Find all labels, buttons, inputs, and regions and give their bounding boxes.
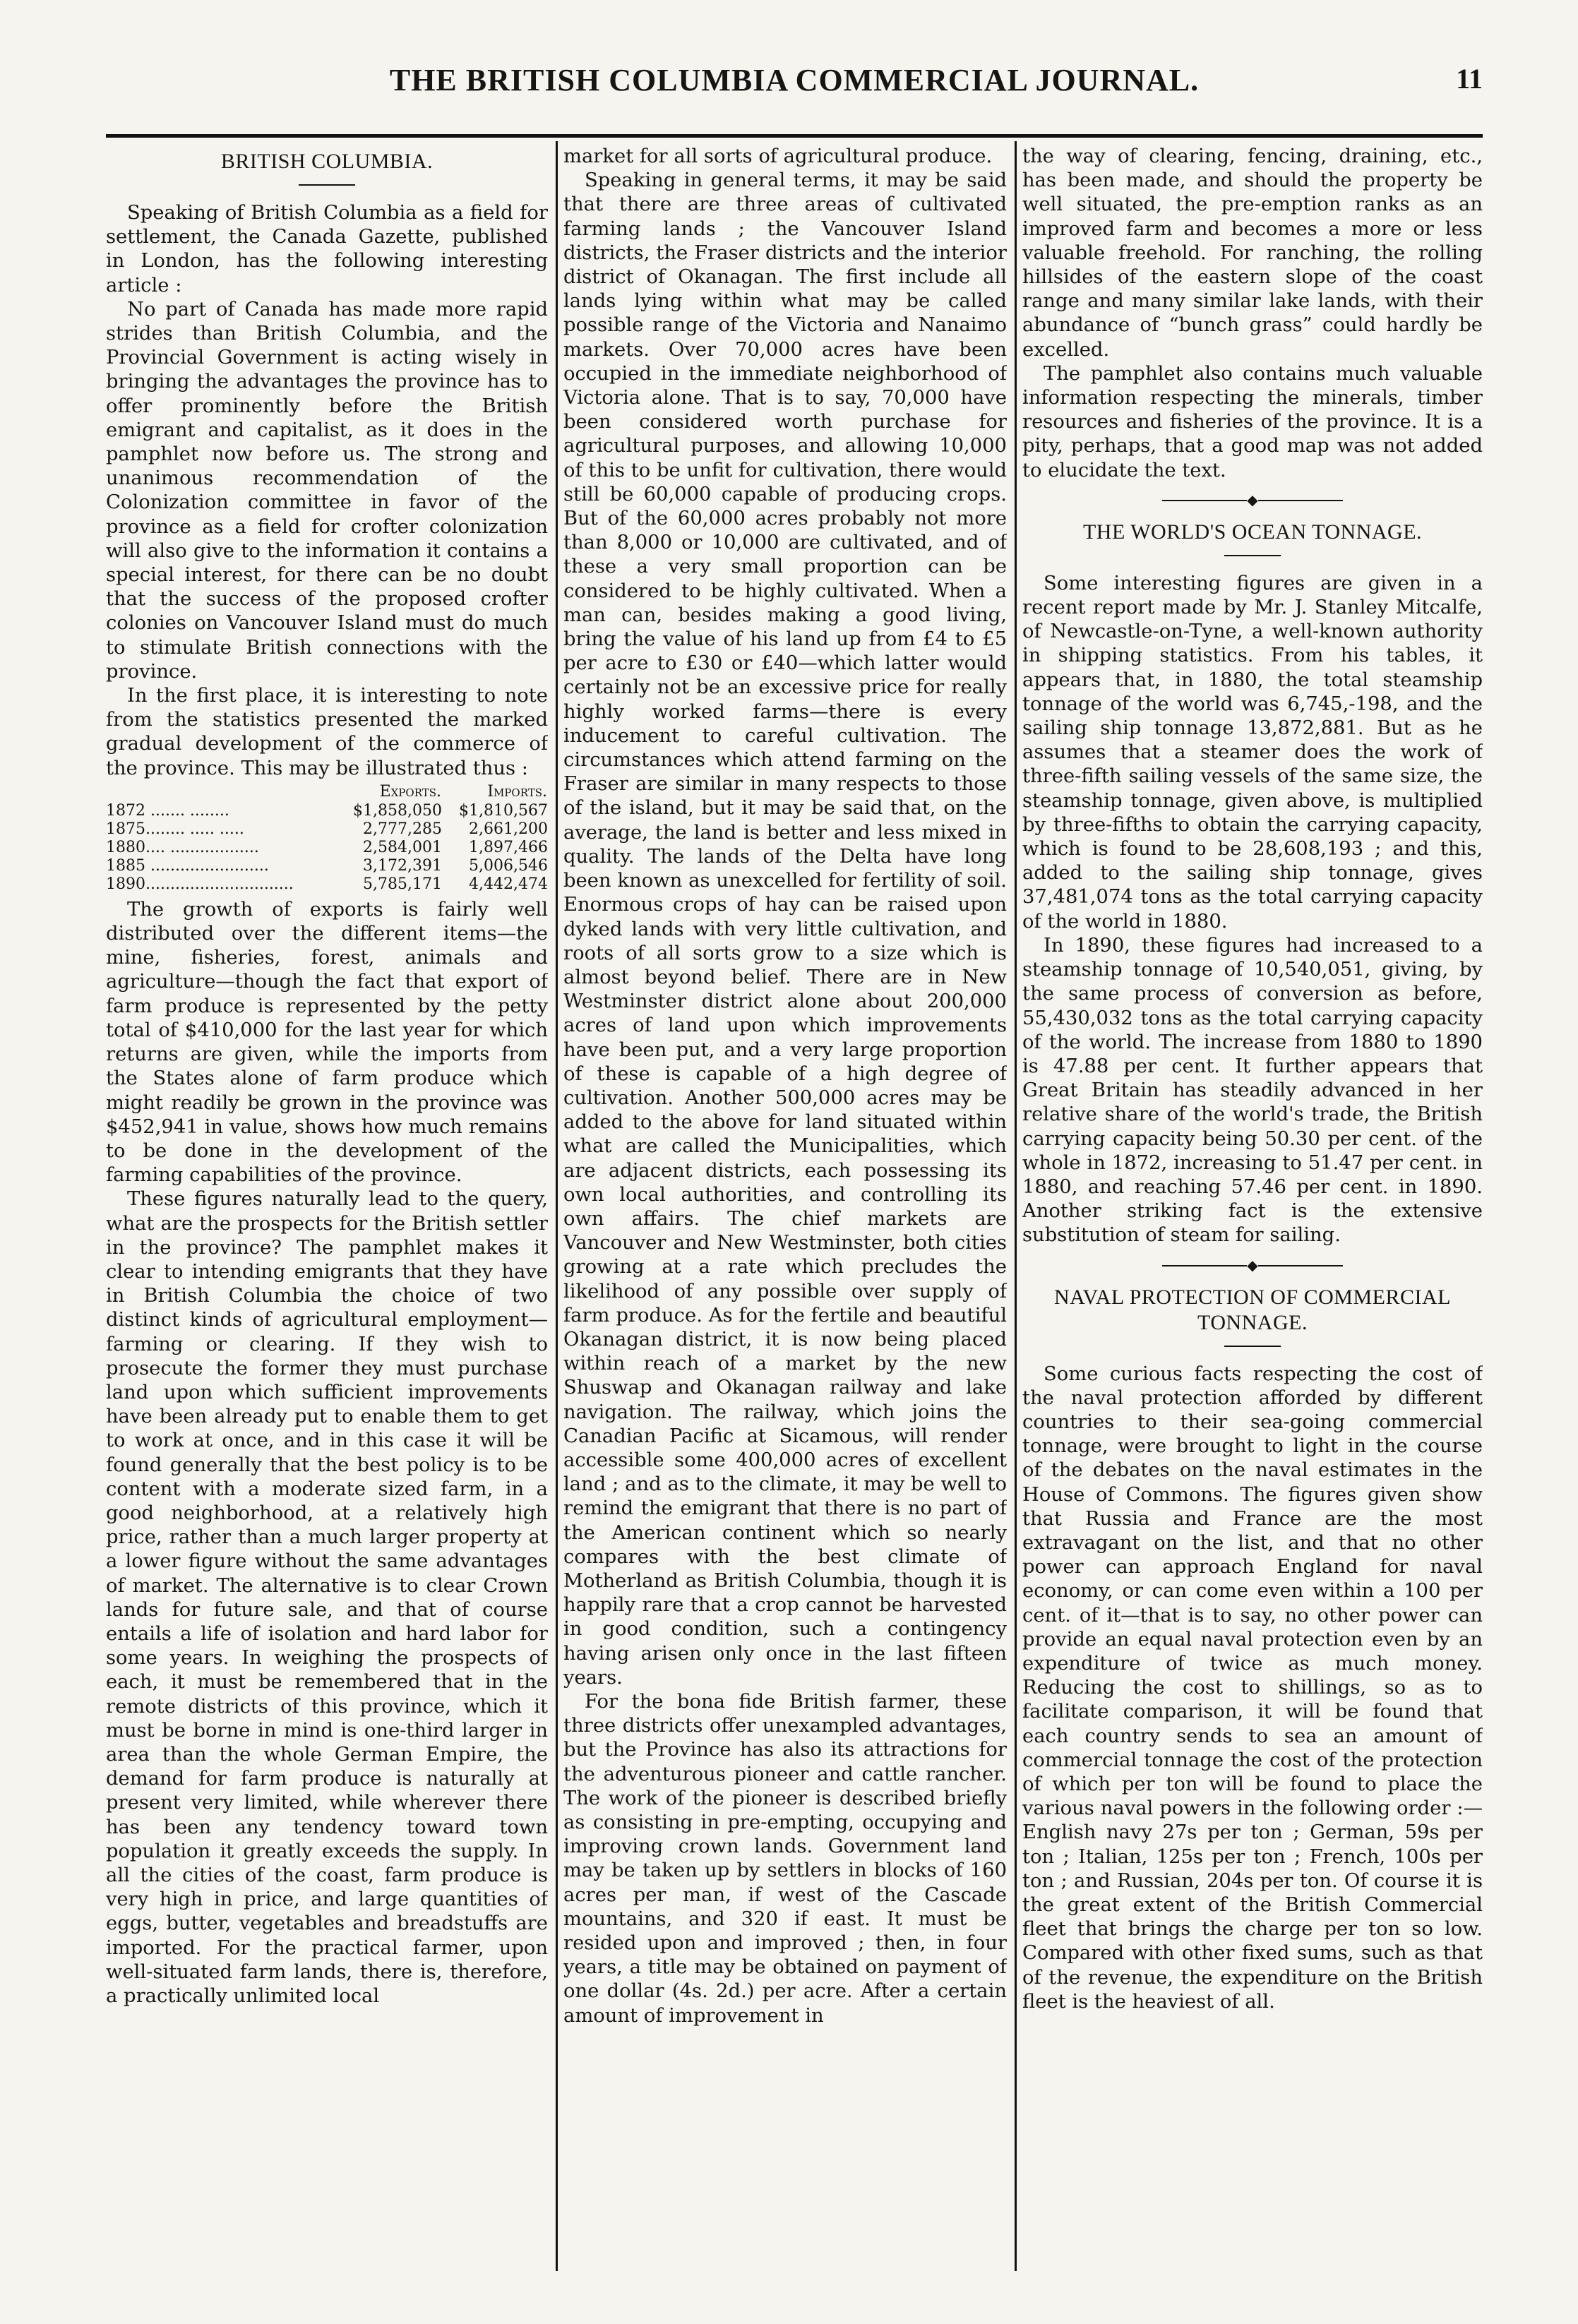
table-cell-year: 1875........ ..... ..... [106, 820, 244, 838]
column-2 [563, 145, 1007, 2275]
paragraph: Speaking in general terms, it may be said that there are three areas of cultivated farming lands ; the Vancouver Island districts, the Fraser districts and the interior district of Okanagan. The first include all lands lying within what may be called possible range of the Victoria and Nanaimo markets. Over 70,000 acres have been occupied in the immediate neighborhood of Victoria alone. That is to say, 70,000 have been considered worth purchase for agricultural purposes, and allowing 10,000 of this to be unfit for cultivation, there would still be 60,000 capable of producing crops. But of the 60,000 acres probably not more than 8,000 or 10,000 are cultivated, and of these a very small proportion can be considered to be highly cultivated. When a man can, besides making a good living, bring the value of his land up from £4 to £5 per acre to £30 or £40—which latter would certainly not be an excessive price for really highly worked farms—there is every inducement to careful cultivation. The circumstances which attend farming on the Fraser are similar in many respects to those of the island, but it may be said that, on the average, the land is better and less mixed in quality. The lands of the Delta have long been known as unexcelled for fertility of soil. Enormous crops of hay can be raised upon dyked lands with very little cultivation, and roots of all sorts grow to a size which is almost beyond belief. There are in New Westminster district alone about 200,000 acres of land upon which improvements have been put, and a very large proportion of these is capable of a high degree of cultivation. Another 500,000 acres may be added to the above for land situated within what are called the Municipalities, which are adjacent districts, each possessing its own local authorities, and controlling its own affairs. The chief markets are Vancouver and New Westminster, both cities growing at a rate which precludes the likelihood of any possible over supply of farm produce. As for the fertile and beautiful Okanagan district, it is now being placed within reach of a market by the new Shuswap and Okanagan railway and lake navigation. The railway, which joins the Canadian Pacific at Sicamous, will render accessible some 400,000 acres of excellent land ; and as to the climate, it may be well to remind the emigrant that there is no part of the American continent which so nearly compares with the best climate of Motherland as British Columbia, though it is happily rare that a crop cannot be harvested in good condition, such a contingency having arisen only once in the last fifteen years. [563, 169, 1007, 1689]
table-cell-exports: 5,785,171 [363, 875, 442, 893]
table-row [106, 857, 548, 875]
table-header-exports: Exports. [379, 782, 441, 801]
paragraph: For the bona fide British farmer, these three districts offer unexampled advantages, but the Province has also its attractions for the adventurous pioneer and cattle rancher. The work of the pioneer is described briefly as consisting in pre-empting, occupying and improving crown lands. Government land may be taken up by settlers in blocks of 160 acres per man, if west of the Cascade mountains, and 320 if east. It must be resided upon and improved ; then, in four years, a title may be obtained on payment of one dollar (4s. 2d.) per acre. After a certain amount of improvement in [563, 1691, 1007, 2027]
table-header-imports: Imports. [487, 782, 547, 801]
page-number: 11 [1456, 63, 1483, 95]
paragraph-continued: market for all sorts of agricultural produce. [563, 145, 993, 167]
table-cell-exports: 2,777,285 [363, 820, 442, 838]
paragraph: Speaking of British Columbia as a field for settlement, the Canada Gazette, published in London, has the following interesting article : [106, 202, 548, 297]
heading-dash [1224, 555, 1281, 556]
section-ornament: ◆ [1022, 493, 1483, 507]
table-cell-exports: 2,584,001 [363, 838, 442, 856]
table-cell-imports: $1,810,567 [459, 801, 548, 820]
paragraph: The pamphlet also contains much valuable information respecting the minerals, timber resources and fisheries of the province. It is a pity, perhaps, that a good map was not added to elucidate the text. [1022, 362, 1483, 481]
paragraph: These figures naturally lead to the query, what are the prospects for the British settler in the province? The pamphlet makes it clear to intending emigrants that they have in British Columbia the choice of two distinct kinds of agricultural employment—farming or clearing. If they wish to prosecute the former they must purchase land upon which sufficient improvements have been already put to enable them to get to work at once, and in this case it will be found generally that the best policy is to be content with a moderate sized farm, in a good neighborhood, at a relatively high price, rather than a much larger property at a lower figure without the same advantages of market. The alternative is to clear Crown lands for future sale, and that of course entails a life of isolation and hard labor for some years. In weighing the prospects of each, it must be remembered that in the remote districts of this province, which it must be borne in mind is one-third larger in area than the whole German Empire, the demand for farm produce is naturally at present very limited, while wherever there has been any tendency toward town population it greatly exceeds the supply. In all the cities of the coast, farm produce is very high in price, and large quantities of eggs, butter, vegetables and breadstuffs are imported. For the practical farmer, upon well-situated farm lands, there is, therefore, a practically unlimited local [106, 1188, 548, 2008]
table-cell-imports: 4,442,474 [469, 875, 548, 893]
table-cell-year: 1885 ........................ [106, 856, 269, 875]
header-rule [106, 134, 1483, 138]
column-1 [106, 145, 548, 2275]
trade-statistics-table [106, 782, 548, 894]
paragraph: In 1890, these figures had increased to a steamship tonnage of 10,540,051, giving, by the same process of conversion as before, 55,430,032 tons as the total carrying capacity of the world. The increase from 1880 to 1890 is 47.88 per cent. It further appears that Great Britain has steadily advanced in her relative share of the world's trade, the British carrying capacity being 50.30 per cent. of the whole in 1872, increasing to 51.47 per cent. in 1880, and reaching 57.46 per cent. in 1890. Another striking fact is the extensive substitution of steam for sailing. [1022, 934, 1483, 1247]
column-rule-2 [1015, 141, 1017, 2271]
table-cell-exports: 3,172,391 [363, 856, 442, 875]
table-cell-year: 1872 ....... ........ [106, 801, 229, 820]
table-cell-year: 1880.... .................. [106, 838, 259, 856]
table-row [106, 875, 548, 894]
paragraph: Some curious facts respecting the cost of the naval protection afforded by different countries to their sea-going commercial tonnage, were brought to light in the course of the debates on the naval estimates in the House of Commons. The figures given show that Russia and France are the most extravagant on the list, and that no other power can approach England for naval economy, or can come even within a 100 per cent. of it—that is to say, no other power can provide an equal naval protection even by an expenditure of twice as much money. Reducing the cost to shillings, so as to facilitate comparison, it will be found that each country sends to sea an amount of commercial tonnage the cost of the protection of which per ton will be found to place the various naval powers in the following order :—English navy 27s per ton ; German, 59s per ton ; Italian, 125s per ton ; French, 100s per ton ; and Russian, 204s per ton. Of course it is the great extent of the British Commercial fleet that brings the charge per ton so low. Compared with other fixed sums, such as that of the revenue, the expenditure on the British fleet is the heaviest of all. [1022, 1362, 1483, 2013]
table-cell-exports: $1,858,050 [353, 801, 442, 820]
paragraph: The growth of exports is fairly well distributed over the different items—the mine, fisheries, forest, animals and agriculture—though the fact that export of farm produce is represented by the petty total of $410,000 for the last year for which returns are given, while the imports from the States alone of farm produce which might readily be grown in the province was $452,941 in value, shows how much remains to be done in the development of the farming capabilities of the province. [106, 898, 548, 1187]
table-cell-imports: 5,006,546 [469, 856, 548, 875]
journal-title: THE BRITISH COLUMBIA COMMERCIAL JOURNAL. [389, 63, 1200, 97]
section-ornament: ◆ [1022, 1258, 1483, 1272]
table-cell-imports: 2,661,200 [469, 820, 548, 838]
table-row [106, 839, 548, 857]
table-header-row [106, 782, 548, 802]
table-cell-imports: 1,897,466 [469, 838, 548, 856]
column-rule-1 [556, 141, 558, 2271]
table-row [106, 820, 548, 839]
masthead [106, 62, 1483, 126]
table-row [106, 802, 548, 820]
column-3 [1022, 145, 1483, 2275]
heading-dash [1224, 1346, 1281, 1347]
table-cell-year: 1890.............................. [106, 875, 294, 893]
paragraph: Some interesting figures are given in a recent report made by Mr. J. Stanley Mitcalfe, of Newcastle-on-Tyne, a well-known authority in shipping statistics. From his tables, it appears that, in 1880, the total steamship tonnage of the world was 6,745,-198, and the sailing ship tonnage 13,872,881. But as he assumes that a steamer does the work of three-fifth sailing vessels of the same size, the steamship tonnage, given above, is multiplied by three-fifths to obtain the carrying capacity, which is found to be 28,608,193 ; and this, added to the sailing ship tonnage, gives 37,481,074 tons as the total carrying capacity of the world in 1880. [1022, 572, 1483, 933]
paragraph-continued: the way of clearing, fencing, draining, etc., has been made, and should the property be well situated, the pre-emption ranks as an improved farm and becomes a more or less valuable freehold. For ranching, the rolling hillsides of the eastern slope of the coast range and many similar lake lands, with their abundance of “bunch grass” could hardly be excelled. [1022, 145, 1483, 361]
article-heading-naval-protection: NAVAL PROTECTION OF COMMERCIAL TONNAGE. [1053, 1285, 1451, 1334]
article-heading-ocean-tonnage: THE WORLD'S OCEAN TONNAGE. [1082, 520, 1423, 544]
paragraph: In the first place, it is interesting to note from the statistics presented the marked gradual development of the commerce of the province. This may be illustrated thus : [106, 685, 548, 779]
article-heading-british-columbia: BRITISH COLUMBIA. [220, 150, 434, 173]
heading-dash [299, 184, 355, 186]
table-header-blank [106, 782, 336, 802]
paragraph: No part of Canada has made more rapid strides than British Columbia, and the Provincial Government is acting wisely in bringing the advantages the province has to offer prominently before the British emigrant and capitalist, as it does in the pamphlet now before us. The strong and unanimous recommendation of the Colonization committee in favor of the province as a field for crofter colonization will also give to the information it contains a special interest, for there can be no doubt that the success of the proposed crofter colonies on Vancouver Island must do much to stimulate British connections with the province. [106, 298, 548, 683]
